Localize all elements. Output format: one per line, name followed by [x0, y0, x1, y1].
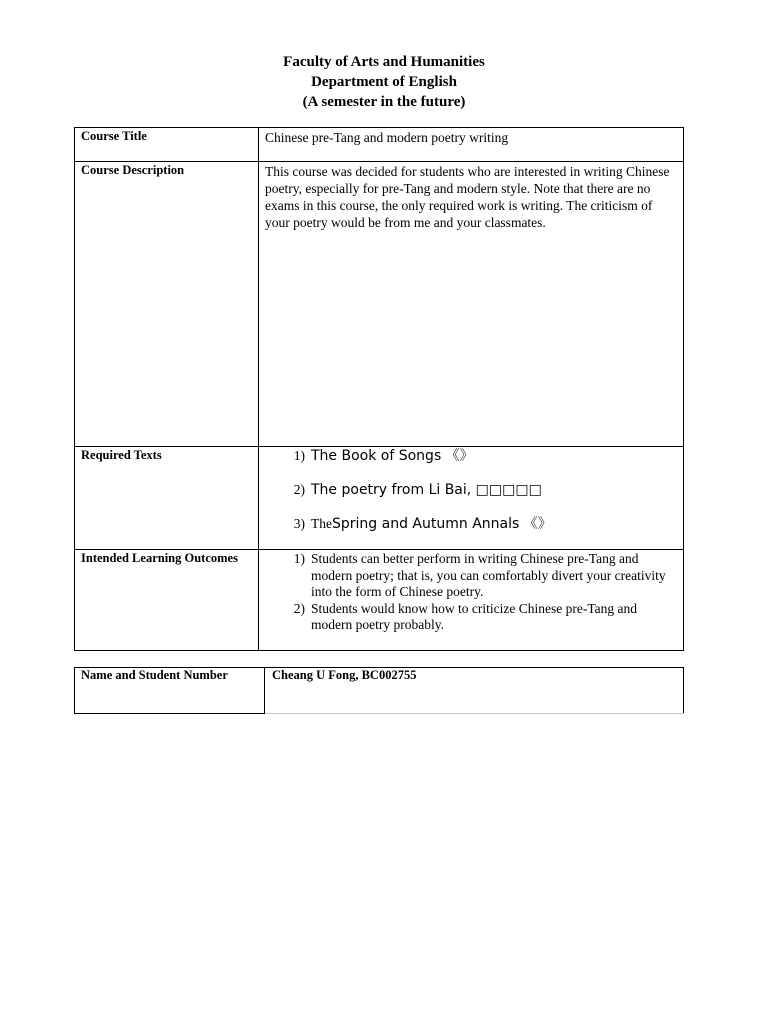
- course-table: [74, 127, 684, 651]
- course-title-label: Course Title: [75, 128, 259, 162]
- student-row: [75, 668, 684, 714]
- list-number: 2): [293, 482, 305, 497]
- text-title: The poetry from Li Bai, □□□□□: [311, 482, 542, 498]
- outcome-text: Students can better perform in writing Chinese pre-Tang and modern poetry; that is, you can comfortably divert your creativity into the form of Chinese poetry.: [311, 551, 666, 599]
- text-prefix: The: [311, 516, 332, 531]
- list-item: [265, 515, 677, 534]
- learning-outcomes-row: [75, 550, 684, 651]
- list-item: [265, 551, 677, 601]
- required-texts-value: [259, 447, 684, 550]
- outcome-text: Students would know how to criticize Chinese pre-Tang and modern poetry probably.: [311, 600, 637, 632]
- required-texts-row: [75, 447, 684, 550]
- required-texts-list: [265, 447, 677, 534]
- semester-heading: (A semester in the future): [302, 94, 466, 110]
- course-description-label: Course Description: [75, 162, 259, 447]
- text-title: Spring and Autumn Annals 《》: [332, 516, 552, 532]
- course-description-row: [75, 162, 684, 447]
- document-header: [0, 52, 768, 112]
- list-number: 1): [293, 551, 305, 566]
- learning-outcomes-list: [265, 551, 677, 634]
- faculty-heading: Faculty of Arts and Humanities: [283, 54, 485, 70]
- course-title-value: Chinese pre-Tang and modern poetry writing: [259, 128, 684, 162]
- learning-outcomes-label: Intended Learning Outcomes: [75, 550, 259, 651]
- learning-outcomes-value: [259, 550, 684, 651]
- list-number: 3): [293, 516, 305, 531]
- required-texts-label: Required Texts: [75, 447, 259, 550]
- list-item: [265, 481, 677, 500]
- student-value: Cheang U Fong, BC002755: [265, 668, 684, 714]
- list-item: [265, 601, 677, 634]
- department-heading: Department of English: [311, 74, 457, 90]
- list-number: 1): [293, 448, 305, 463]
- course-description-value: This course was decided for students who are interested in writing Chinese poetry, especially for pre-Tang and modern style. Note that there are no exams in this course, the only required work is writing. The criticism of your poetry would be from me and your classmates.: [259, 162, 684, 447]
- text-title: The Book of Songs 《》: [311, 448, 474, 464]
- student-label: Name and Student Number: [75, 668, 265, 714]
- course-title-row: [75, 128, 684, 162]
- student-table: [74, 667, 684, 714]
- list-item: [265, 447, 677, 466]
- list-number: 2): [293, 600, 305, 616]
